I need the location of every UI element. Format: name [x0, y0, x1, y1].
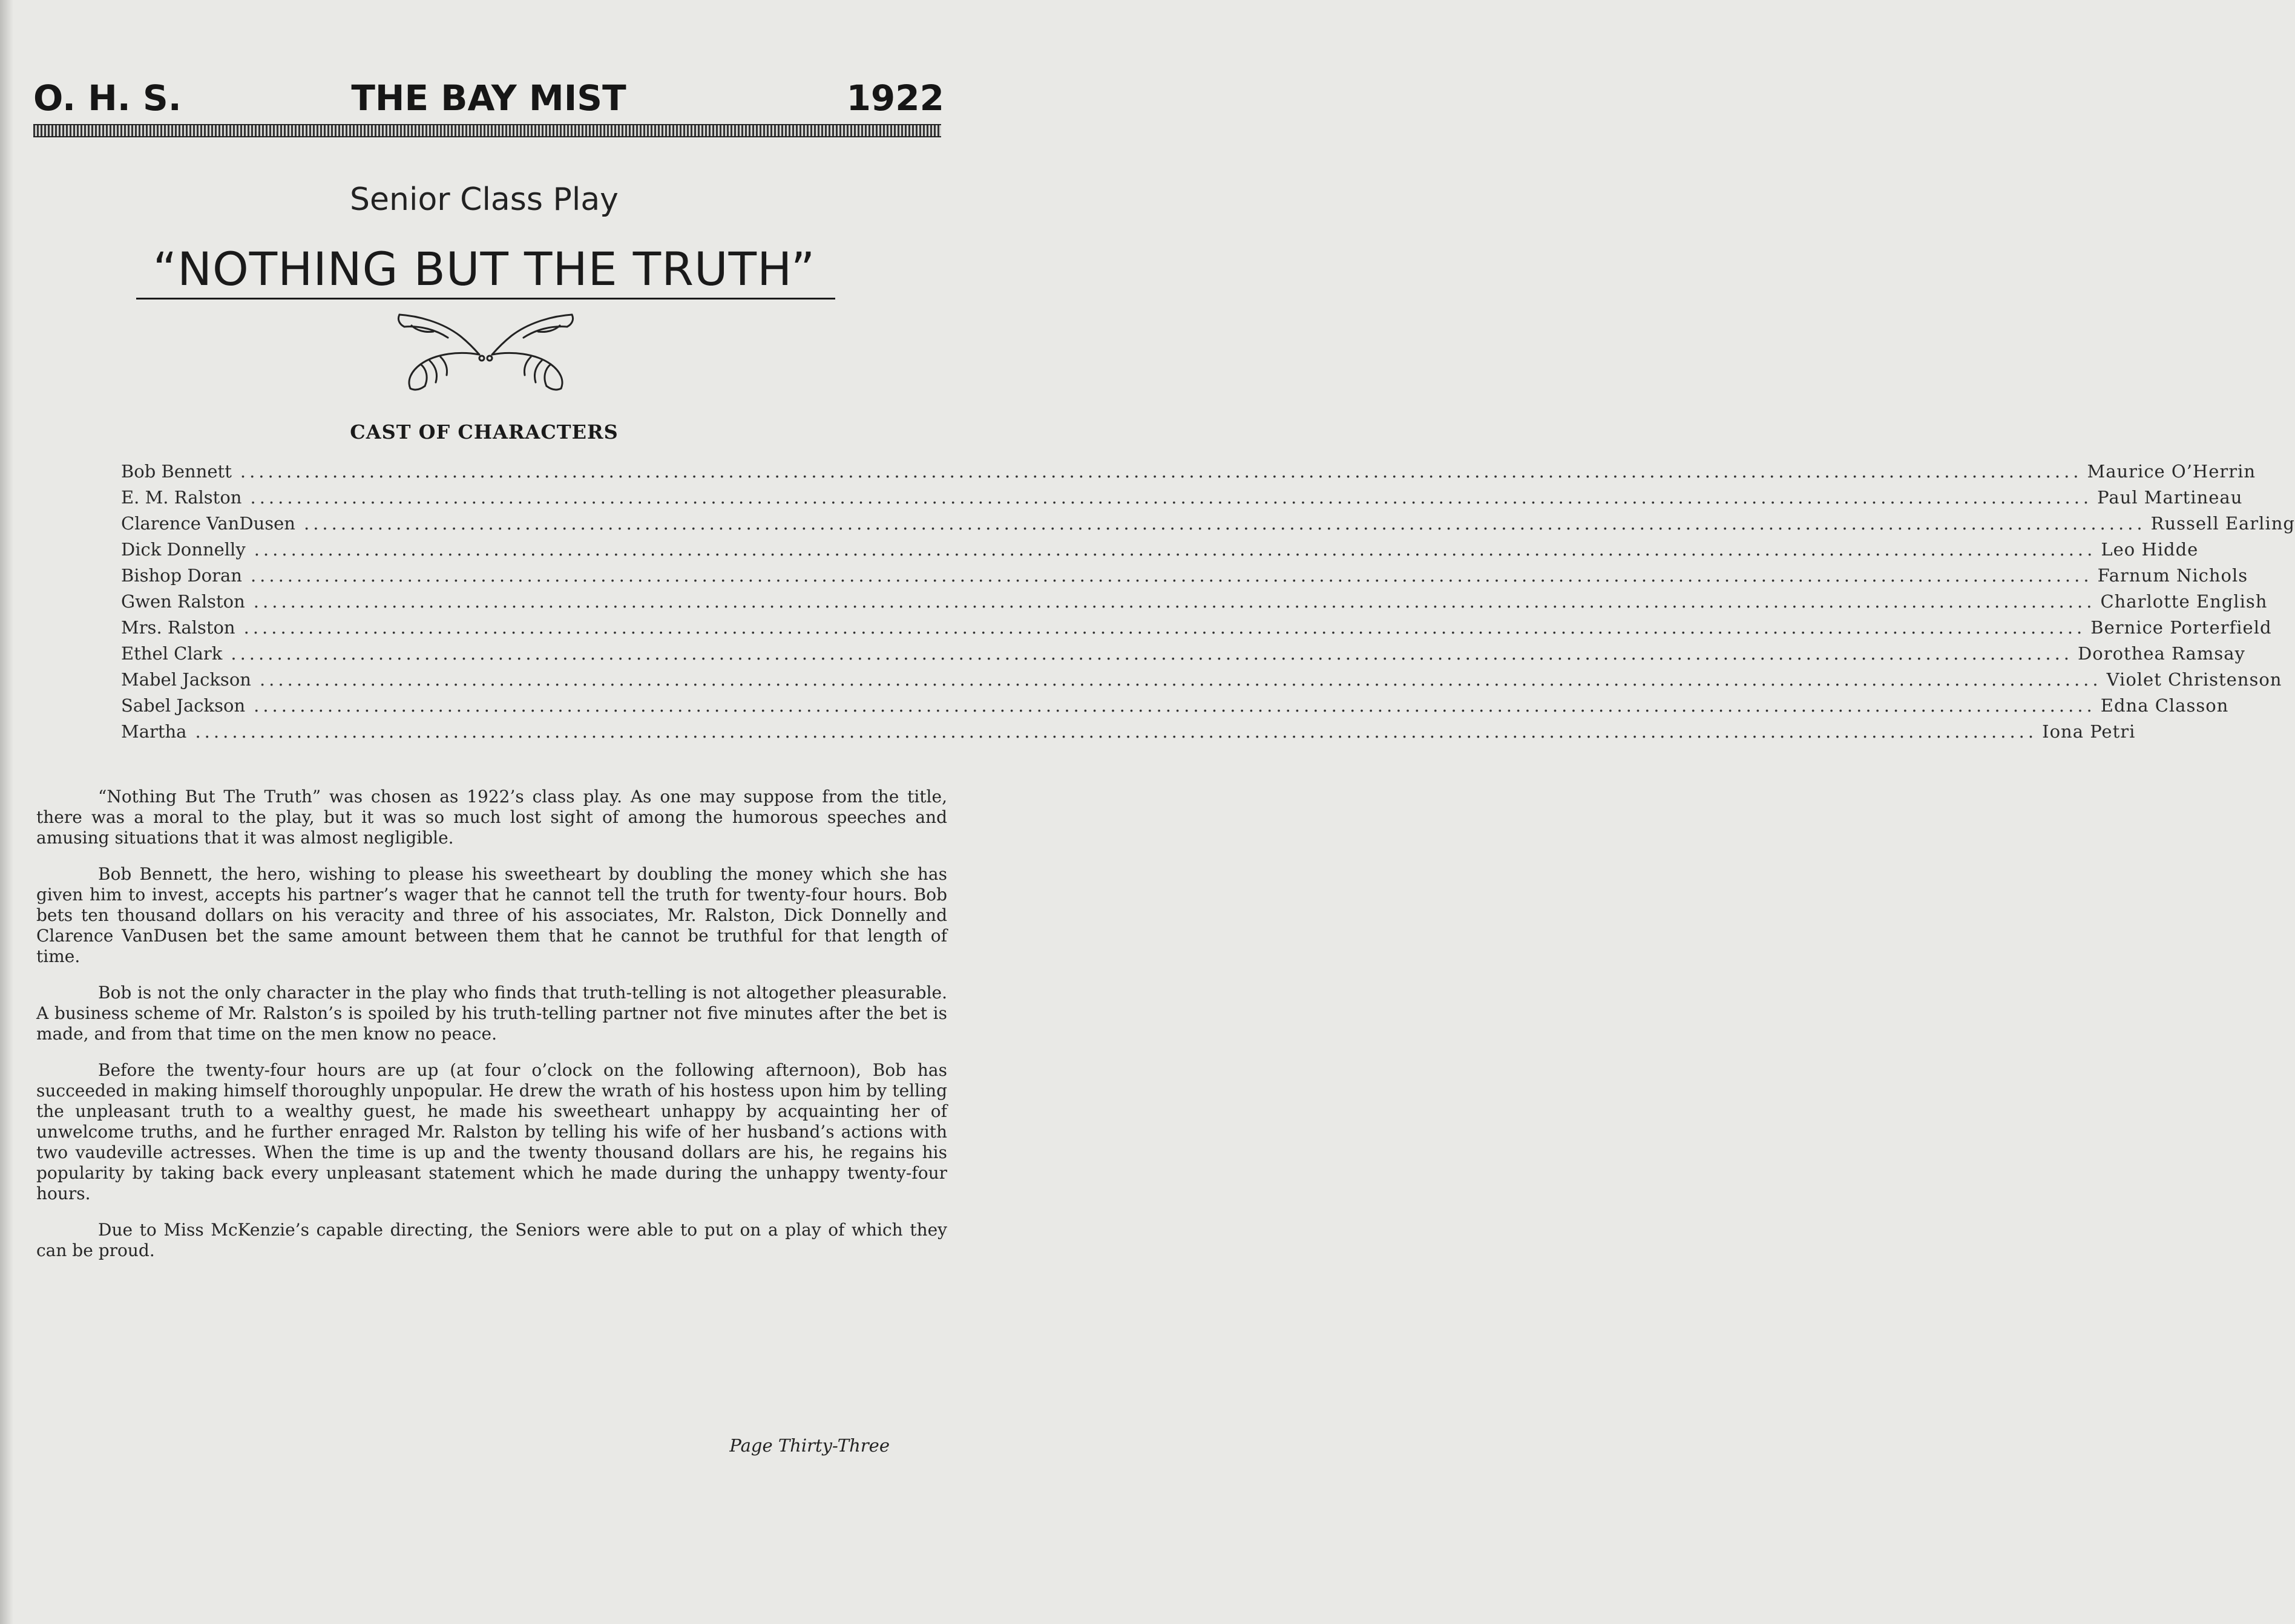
cast-role: E. M. Ralston [121, 487, 242, 508]
cast-actor: Paul Martineau [2097, 487, 2243, 508]
cast-actor: Violet Christenson [2106, 669, 2282, 690]
cast-actor: Russell Earling [2150, 513, 2295, 534]
section-subtitle: Senior Class Play [350, 182, 619, 218]
header-year: 1922 [846, 77, 944, 119]
cast-row [121, 719, 2136, 745]
cast-actor: Leo Hidde [2101, 539, 2199, 560]
cast-role: Gwen Ralston [121, 591, 245, 612]
cast-row [121, 563, 2248, 589]
cast-row [121, 511, 2295, 537]
article-paragraph: Bob Bennett, the hero, wishing to please his sweetheart by doubling the money which she has given him to invest, accepts his partner’s wager that he cannot tell the truth for twenty-four hours. Bob bets ten thousand dollars on his veracity and three of his associates, Mr. Ralston, Dick Donnelly and Clarence VanDusen bet the same amount between them that he cannot be truthful for that length of time. [36, 864, 947, 966]
dot-leader: ........................................................................................................................................................................................................ [240, 461, 2083, 482]
cast-role: Clarence VanDusen [121, 513, 295, 534]
cast-row [121, 667, 2282, 693]
page-number: Page Thirty-Three [729, 1435, 890, 1456]
cast-role: Ethel Clark [121, 643, 223, 664]
dot-leader: ........................................................................................................................................................................................................ [254, 539, 2096, 560]
cast-role: Sabel Jackson [121, 695, 246, 716]
cast-actor: Maurice O’Herrin [2087, 461, 2256, 482]
cast-row [121, 485, 2243, 511]
cast-list [121, 459, 2295, 745]
cast-row [121, 693, 2229, 719]
header-publication: THE BAY MIST [351, 77, 626, 119]
title-underline [136, 298, 835, 300]
dot-leader: ........................................................................................................................................................................................................ [243, 617, 2086, 638]
article-paragraph: Before the twenty-four hours are up (at four o’clock on the following afternoon), Bob has succeeded in making himself thoroughly unpopular. He drew the wrath of his hostess upon him by telling the unpleasant truth to a wealthy guest, he made his sweetheart unhappy by acquainting her of unwelcome truths, and he further enraged Mr. Ralston by telling his wife of her husband’s actions with two vaudeville actresses. When the time is up and the twenty thousand dollars are his, he regains his popularity by taking back every unpleasant statement which he made during the unhappy twenty-four hours. [36, 1060, 947, 1203]
cast-actor: Charlotte English [2100, 591, 2268, 612]
cast-role: Bob Bennett [121, 461, 232, 482]
page-header [33, 77, 944, 126]
dot-leader: ........................................................................................................................................................................................................ [254, 695, 2096, 716]
cast-role: Martha [121, 721, 187, 742]
cast-role: Mrs. Ralston [121, 617, 235, 638]
article-body [36, 787, 947, 1277]
dot-leader: ........................................................................................................................................................................................................ [259, 669, 2102, 690]
dot-leader: ........................................................................................................................................................................................................ [250, 565, 2093, 586]
cast-actor: Iona Petri [2042, 721, 2136, 742]
play-title: “NOTHING BUT THE TRUTH” [153, 242, 816, 296]
dot-leader: ........................................................................................................................................................................................................ [195, 721, 2038, 742]
article-paragraph: Bob is not the only character in the play who finds that truth-telling is not altogether pleasurable. A business scheme of Mr. Ralston’s is spoiled by his truth-telling partner not five minutes after the bet is made, and from that time on the men know no peace. [36, 983, 947, 1044]
cast-row [121, 641, 2245, 667]
cast-row [121, 537, 2199, 563]
cast-role: Mabel Jackson [121, 669, 251, 690]
cast-actor: Bernice Porterfield [2090, 617, 2272, 638]
cast-row [121, 589, 2268, 615]
cast-actor: Farnum Nichols [2097, 565, 2248, 586]
cast-heading: CAST OF CHARACTERS [350, 421, 619, 444]
cast-role: Bishop Doran [121, 565, 242, 586]
dot-leader: ........................................................................................................................................................................................................ [253, 591, 2096, 612]
cast-actor: Edna Classon [2100, 695, 2229, 716]
article-paragraph: Due to Miss McKenzie’s capable directing, the Seniors were able to put on a play of which they can be proud. [36, 1220, 947, 1260]
dot-leader: ........................................................................................................................................................................................................ [303, 513, 2146, 534]
cast-row [121, 615, 2272, 641]
article-paragraph: “Nothing But The Truth” was chosen as 1922’s class play. As one may suppose from the title, there was a moral to the play, but it was so much lost sight of among the humorous speeches and amusing situations that it was almost negligible. [36, 787, 947, 848]
header-school: O. H. S. [33, 77, 182, 119]
header-decorative-rule [33, 124, 941, 137]
scroll-flourish-ornament-icon [393, 309, 578, 393]
dot-leader: ........................................................................................................................................................................................................ [231, 643, 2073, 664]
cast-role: Dick Donnelly [121, 539, 246, 560]
cast-row [121, 459, 2256, 485]
dot-leader: ........................................................................................................................................................................................................ [250, 487, 2093, 508]
cast-actor: Dorothea Ramsay [2078, 643, 2245, 664]
